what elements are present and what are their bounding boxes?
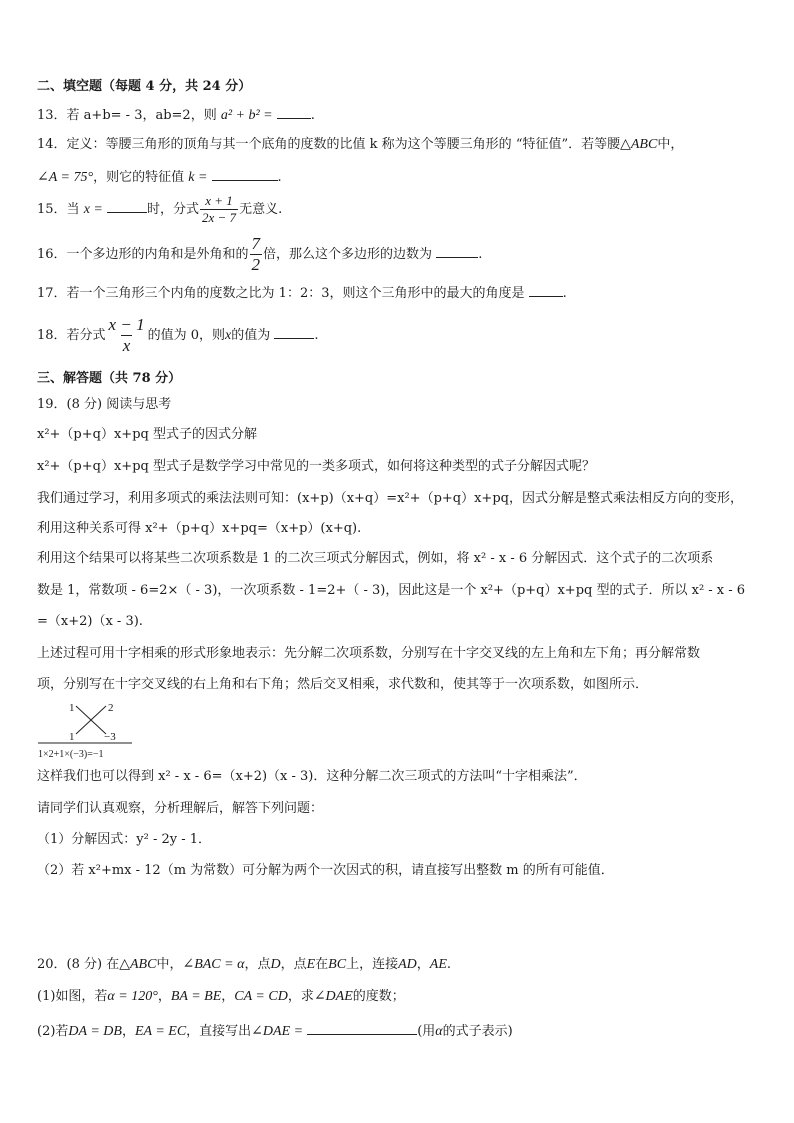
q20-segment-ae: AE [429, 957, 447, 972]
q19-line-4: 利用这种关系可得 x²+（p+q）x+pq=（x+p）(x+q). [37, 521, 362, 536]
q20-p1-end: 的度数； [352, 989, 405, 1004]
q20-part-2 [37, 1020, 513, 1041]
q17-answer-blank[interactable] [529, 282, 563, 297]
q18-end: . [314, 328, 319, 343]
q14-angle: ∠A = 75° [37, 170, 94, 185]
q20-p1-mid: ，求 [287, 989, 314, 1004]
q13-answer-blank[interactable] [277, 104, 311, 119]
question-14-line-2 [37, 166, 282, 187]
q18-mid: 的值为 0，则 [147, 328, 225, 343]
q15-numerator: x + 1 [205, 193, 233, 208]
q15-denominator: 2x − 7 [202, 210, 237, 225]
q18-post: 的值为 [231, 328, 271, 343]
q20-p2-end: 的式子表示) [442, 1024, 513, 1039]
q14-triangle: △ABC [620, 137, 658, 152]
q20-triangle: △ABC [119, 957, 157, 972]
q19-line-11: 请同学们认真观察，分析理解后，解答下列问题： [37, 801, 324, 816]
q20-mid1: 中， [156, 957, 183, 972]
q18-fraction [107, 315, 147, 356]
q17-text: 17．若一个三角形三个内角的度数之比为 1：2：3，则这个三角形中的最大的角度是 [37, 286, 525, 301]
q20-p2-post: (用 [417, 1024, 436, 1039]
question-18 [37, 314, 319, 358]
q20-angle: ∠BAC = α [182, 957, 245, 972]
q20-p1-pre: (1)如图，若 [37, 989, 108, 1004]
question-14-line-1 [37, 136, 683, 154]
cross-multiplication-diagram [36, 702, 146, 762]
question-13 [37, 104, 315, 125]
question-15 [37, 192, 282, 228]
q16-pre: 16．一个多边形的内角和是外角和的 [37, 247, 249, 262]
q20-p1-cond3: CA = CD [234, 989, 288, 1004]
q20-p2-mid: ，直接写出 [186, 1024, 252, 1039]
q20-end: . [446, 957, 452, 972]
q20-p2-cond1: DA = DB [68, 1024, 122, 1039]
q15-pre: 15．当 [37, 202, 80, 217]
q19-line-1: x²+（p+q）x+pq 型式子的因式分解 [37, 427, 257, 442]
q20-mid3: ，点 [280, 957, 307, 972]
question-17 [37, 282, 567, 303]
q20-mid4: 在 [315, 957, 329, 972]
q19-title: 19．(8 分) 阅读与思考 [37, 397, 172, 412]
q20-p2-alpha: α [435, 1024, 443, 1039]
cross-top-left: 1 [69, 702, 75, 714]
q19-part-2: （2）若 x²+mx - 12（m 为常数）可分解为两个一次因式的积，请直接写出整数 m 的所有可能值． [37, 863, 614, 878]
q20-point-e: E [306, 957, 316, 972]
q16-fraction [250, 234, 263, 275]
q14-answer-blank[interactable] [212, 166, 278, 181]
q20-answer-blank[interactable] [307, 1020, 417, 1035]
section-heading-fill-blank: 二、填空题（每题 4 分，共 24 分） [37, 79, 252, 94]
q20-p1-cond1: α = 120° [107, 989, 158, 1004]
q14-k: k = [188, 170, 208, 185]
cross-bottom-right: −3 [104, 731, 116, 743]
q18-denominator: x [122, 336, 131, 355]
q15-fraction [200, 193, 238, 226]
q17-end: . [562, 286, 567, 301]
q15-mid: 时，分式 [147, 202, 200, 217]
question-16 [37, 234, 482, 275]
q16-post: 倍，那么这个多边形的边数为 [263, 247, 433, 262]
q18-numerator: x − 1 [108, 315, 145, 334]
q20-p1-target: ∠DAE [313, 989, 353, 1004]
q19-line-6: 数是 1，常数项 - 6=2×（ - 3)，一次项系数 - 1=2+（ - 3)，因此这是一个 x²+（p+q）x+pq 型的式子．所以 x² - x - 6 [37, 583, 746, 598]
question-20 [37, 956, 451, 974]
q15-post: 无意义. [239, 202, 283, 217]
q16-answer-blank[interactable] [436, 243, 478, 258]
q20-mid5: 上，连接 [346, 957, 399, 972]
q20-p2-sep: ， [121, 1024, 135, 1039]
q20-p2-cond2: EA = EC [134, 1024, 187, 1039]
q19-line-9: 项，分别写在十字交叉线的右上角和右下角；然后交叉相乘，求代数和，使其等于一次项系数，如图所示． [37, 677, 649, 692]
cross-formula: 1×2+1×(−3)=−1 [38, 749, 104, 760]
q20-p2-pre: (2)若 [37, 1024, 69, 1039]
q20-point-d: D [270, 957, 281, 972]
q16-numerator: 7 [251, 234, 261, 253]
q20-p2-target: ∠DAE = [251, 1024, 304, 1039]
q14-text-end: 中， [657, 137, 684, 152]
q19-line-10: 这样我们也可以得到 x² - x - 6=（x+2)（x - 3)．这种分解二次三项式的方法叫“十字相乘法”． [37, 769, 587, 784]
q18-pre: 18．若分式 [37, 328, 106, 343]
q20-p1-cond2: BA = BE [170, 989, 222, 1004]
q20-sep: ， [416, 957, 430, 972]
q13-text: 13．若 a+b= - 3，ab=2，则 [37, 108, 217, 123]
q19-line-5: 利用这个结果可以将某些二次项系数是 1 的二次三项式分解因式，例如，将 x² - x - 6 分解因式．这个式子的二次项系 [37, 551, 714, 566]
q14-end: . [277, 170, 282, 185]
q14-text: 14．定义：等腰三角形的顶角与其一个底角的度数的比值 k 称为这个等腰三角形的 “特征值”．若等腰 [37, 137, 621, 152]
q20-p1-sep2: ， [221, 989, 235, 1004]
q19-part-1: （1）分解因式：y² - 2y - 1． [37, 832, 212, 847]
q20-part-1 [37, 988, 405, 1006]
q19-line-3: 我们通过学习，利用多项式的乘法法则可知：(x+p)（x+q）=x²+（p+q）x+pq，因式分解是整式乘法相反方向的变形， [37, 491, 743, 506]
section-heading-answer: 三、解答题（共 78 分） [37, 371, 182, 386]
q15-answer-blank[interactable] [107, 198, 147, 213]
q16-end: . [478, 247, 483, 262]
q19-line-2: x²+（p+q）x+pq 型式子是数学学习中常见的一类多项式，如何将这种类型的式子分解因式呢？ [37, 459, 595, 474]
q16-denominator: 2 [251, 255, 261, 274]
q20-mid2: ，点 [244, 957, 271, 972]
q18-x: x [224, 328, 232, 343]
q15-x: x = [83, 202, 103, 217]
q19-line-8: 上述过程可用十字相乘的形式形象地表示：先分解二次项系数，分别写在十字交叉线的左上角和左下角；再分解常数 [37, 646, 701, 661]
q18-answer-blank[interactable] [274, 324, 314, 339]
cross-bottom-left: 1 [69, 731, 75, 743]
q13-expression: a² + b² = [220, 108, 273, 123]
q19-line-7: =（x+2)（x - 3). [37, 614, 143, 629]
q13-end: . [310, 108, 315, 123]
q20-segment-ad: AD [398, 957, 417, 972]
q20-pre: 20．(8 分) 在 [37, 957, 120, 972]
cross-top-right: 2 [108, 702, 114, 714]
q20-segment-bc: BC [328, 957, 347, 972]
q20-p1-sep1: ， [157, 989, 171, 1004]
q14-mid: ，则它的特征值 [93, 170, 185, 185]
